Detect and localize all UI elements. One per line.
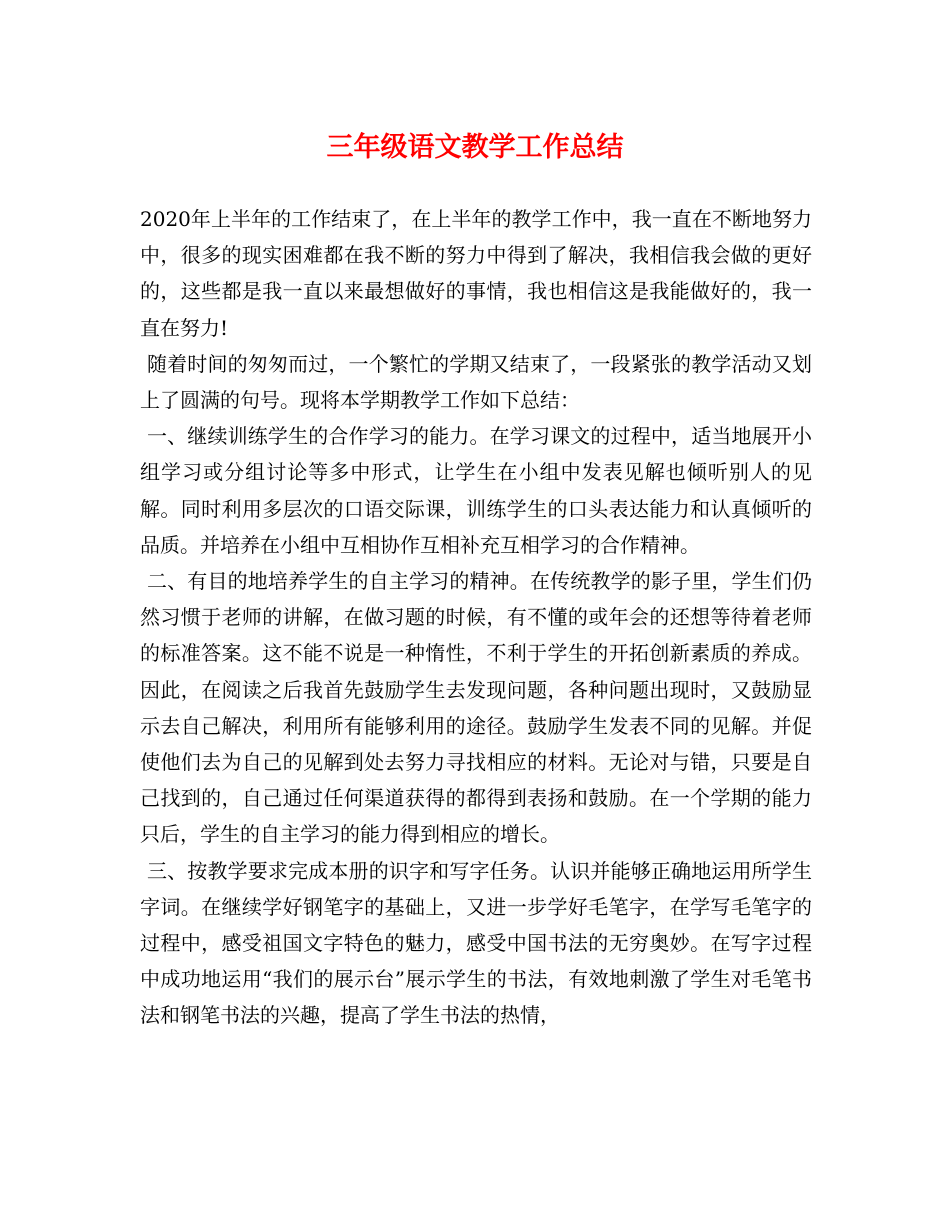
document-title: 三年级语文教学工作总结 [326, 132, 624, 163]
paragraph-point-one: 一、继续训练学生的合作学习的能力。在学习课文的过程中，适当地展开小组学习或分组讨论等多中形式，让学生在小组中发表见解也倾听别人的见解。同时利用多层次的口语交际课，训练学生的口头表达能力和认真倾听的品质。并培养在小组中互相协作互相补充互相学习的合作精神。 [140, 424, 812, 557]
paragraph-point-two: 二、有目的地培养学生的自主学习的精神。在传统教学的影子里，学生们仍然习惯于老师的讲解，在做习题的时候，有不懂的或年会的还想等待着老师的标准答案。这不能不说是一种惰性，不利于学生的开拓创新素质的养成。因此，在阅读之后我首先鼓励学生去发现问题，各种问题出现时，又鼓励显示去自己解决，利用所有能够利用的途径。鼓励学生发表不同的见解。并促使他们去为自己的见解到处去努力寻找相应的材料。无论对与错，只要是自己找到的，自己通过任何渠道获得的都得到表扬和鼓励。在一个学期的能力只后，学生的自主学习的能力得到相应的增长。 [140, 569, 812, 847]
document-body [140, 201, 812, 1034]
paragraph-summary-lead: 随着时间的匆匆而过，一个繁忙的学期又结束了，一段紧张的教学活动又划上了圆满的句号。现将本学期教学工作如下总结： [140, 351, 812, 413]
paragraph-point-three: 三、按教学要求完成本册的识字和写字任务。认识并能够正确地运用所学生字词。在继续学好钢笔字的基础上，又进一步学好毛笔字，在学写毛笔字的过程中，感受祖国文字特色的魅力，感受中国书法的无穷奥妙。在写字过程中成功地运用“我们的展示台”展示学生的书法，有效地刺激了学生对毛笔书法和钢笔书法的兴趣，提高了学生书法的热情， [140, 858, 812, 1028]
paragraph-intro: 2020年上半年的工作结束了，在上半年的教学工作中，我一直在不断地努力中，很多的现实困难都在我不断的努力中得到了解决，我相信我会做的更好的，这些都是我一直以来最想做好的事情，我也相信这是我能做好的，我一直在努力! [140, 207, 812, 340]
